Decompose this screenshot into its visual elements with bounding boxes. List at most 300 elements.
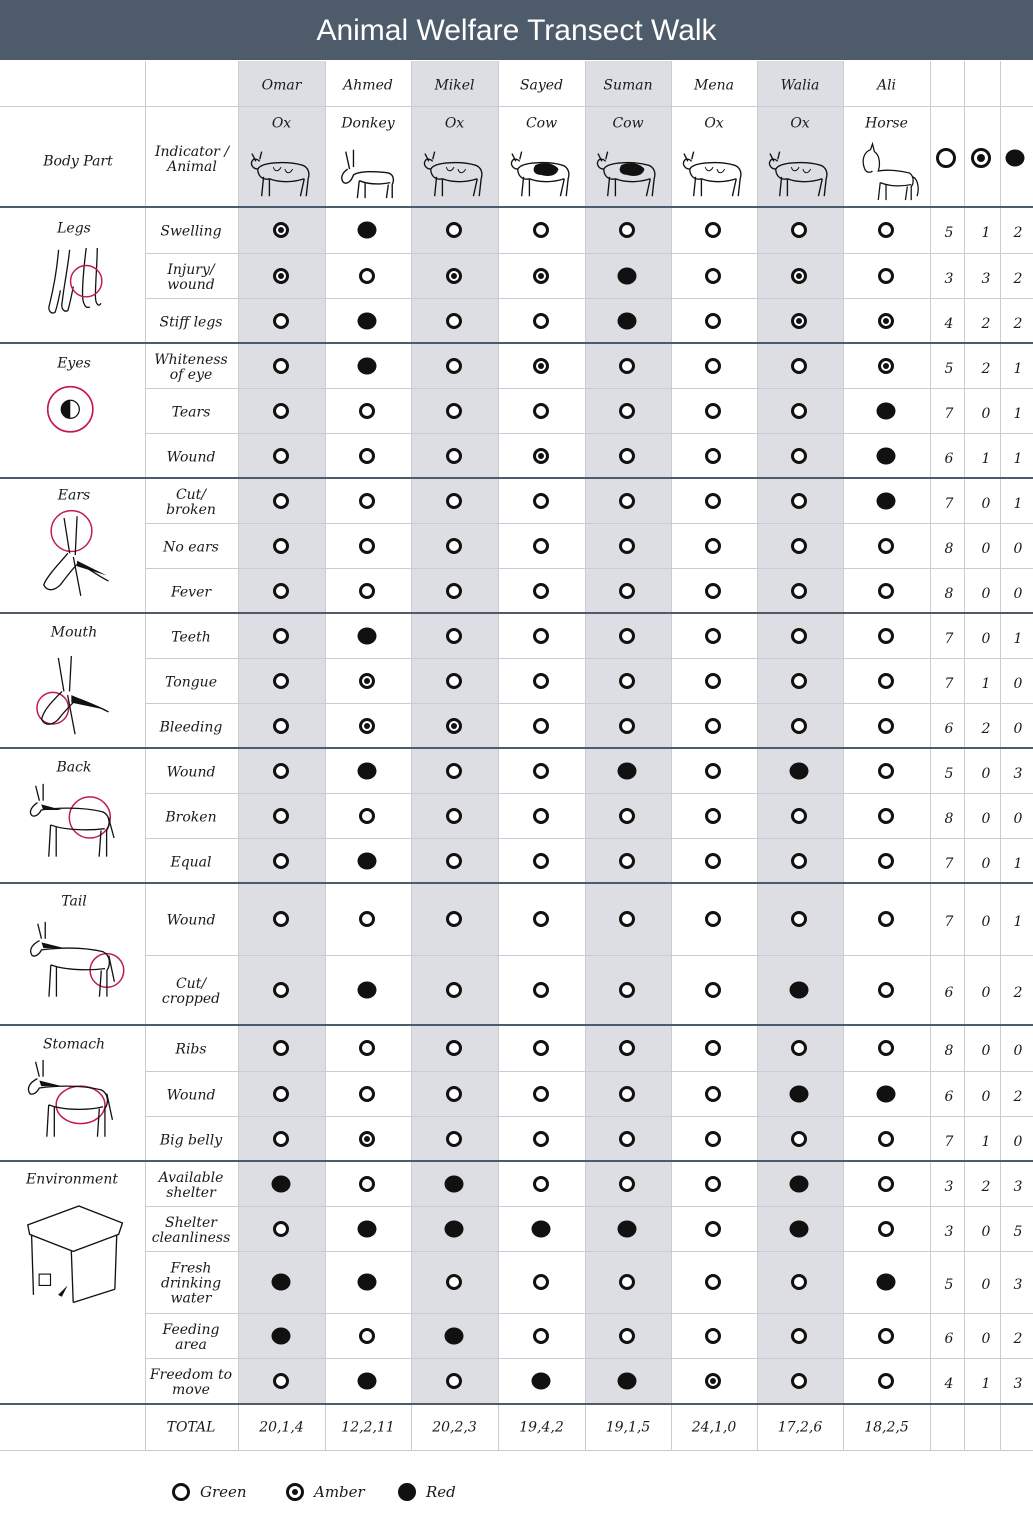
total-divider xyxy=(0,1403,1033,1405)
red-rating-icon xyxy=(876,447,895,464)
green-rating-icon xyxy=(273,358,289,374)
count-amber: 2 xyxy=(981,360,991,377)
green-rating-icon xyxy=(791,1131,807,1147)
red-rating-icon xyxy=(876,402,895,419)
count-amber: 0 xyxy=(981,1330,991,1347)
total-value: 12,2,11 xyxy=(341,1419,395,1436)
green-rating-icon xyxy=(705,448,721,464)
count-red: 0 xyxy=(1013,810,1023,827)
green-rating-icon xyxy=(273,493,289,509)
red-rating-icon xyxy=(358,627,377,644)
green-rating-icon xyxy=(619,808,635,824)
count-green: 7 xyxy=(944,914,954,930)
red-rating-icon xyxy=(358,357,377,374)
count-amber: 2 xyxy=(981,315,991,332)
row-divider xyxy=(145,1206,1033,1207)
green-rating-icon xyxy=(791,538,807,554)
column-divider xyxy=(671,61,672,1450)
farmer-name: Walia xyxy=(780,77,820,94)
green-rating-icon xyxy=(791,448,807,464)
red-rating-icon xyxy=(271,1327,290,1344)
donkey-mouth-icon xyxy=(36,654,116,740)
count-green: 4 xyxy=(944,315,954,332)
row-divider xyxy=(145,1251,1033,1252)
amber-rating-icon xyxy=(878,358,894,374)
green-rating-icon xyxy=(446,448,462,464)
red-rating-icon xyxy=(790,982,809,999)
count-green: 7 xyxy=(944,405,954,422)
animal-type: Cow xyxy=(525,115,558,132)
count-red: 3 xyxy=(1013,765,1023,782)
row-divider xyxy=(145,253,1033,254)
green-rating-icon xyxy=(705,1328,721,1344)
count-red: 1 xyxy=(1013,405,1023,422)
red-rating-icon xyxy=(876,492,895,509)
group-divider xyxy=(0,1024,1033,1026)
green-rating-icon xyxy=(359,538,375,554)
farmer-name: Ali xyxy=(876,77,897,94)
green-rating-icon xyxy=(878,628,894,644)
green-rating-icon xyxy=(619,448,635,464)
green-rating-icon xyxy=(273,628,289,644)
green-rating-icon xyxy=(273,1086,289,1102)
animal-type: Ox xyxy=(790,115,810,132)
amber-rating-icon xyxy=(446,268,462,284)
row-divider xyxy=(145,523,1033,524)
green-rating-icon xyxy=(359,1328,375,1344)
count-amber: 0 xyxy=(981,405,991,422)
green-rating-icon xyxy=(446,982,462,998)
ox-icon xyxy=(768,140,832,202)
column-divider xyxy=(411,61,412,1450)
green-rating-icon xyxy=(533,853,549,869)
amber-rating-icon xyxy=(971,148,991,168)
green-rating-icon xyxy=(619,982,635,998)
green-rating-icon xyxy=(533,493,549,509)
indicator-label: Available shelter xyxy=(158,1169,224,1201)
count-amber: 2 xyxy=(981,720,991,737)
green-rating-icon xyxy=(533,1040,549,1056)
count-green: 5 xyxy=(944,1277,954,1293)
green-rating-icon xyxy=(533,911,549,927)
indicator-label: Fever xyxy=(170,584,212,600)
indicator-label: No ears xyxy=(163,539,219,555)
green-rating-icon xyxy=(878,853,894,869)
amber-rating-icon xyxy=(359,673,375,689)
green-rating-icon xyxy=(359,911,375,927)
green-rating-icon xyxy=(533,313,549,329)
green-rating-icon xyxy=(446,538,462,554)
animal-type: Ox xyxy=(271,115,292,132)
row-divider xyxy=(145,298,1033,299)
green-rating-icon xyxy=(359,268,375,284)
farmer-name: Mikel xyxy=(434,77,475,94)
green-rating-icon xyxy=(705,911,721,927)
green-rating-icon xyxy=(446,1131,462,1147)
amber-rating-icon xyxy=(286,1483,304,1501)
green-rating-icon xyxy=(705,853,721,869)
count-green: 5 xyxy=(944,225,954,241)
green-rating-icon xyxy=(878,583,894,599)
indicator-label: Whiteness of eye xyxy=(154,351,228,383)
green-rating-icon xyxy=(791,911,807,927)
animal-type: Cow xyxy=(612,115,644,132)
green-rating-icon xyxy=(791,403,807,419)
green-rating-icon xyxy=(446,1373,462,1389)
indicator-label: Tears xyxy=(171,404,211,420)
count-amber: 1 xyxy=(981,675,991,692)
total-value: 20,2,3 xyxy=(432,1419,477,1436)
donkey-tail-icon xyxy=(22,920,132,1006)
count-amber: 2 xyxy=(981,1178,991,1195)
green-rating-icon xyxy=(705,1086,721,1102)
green-rating-icon xyxy=(533,808,549,824)
animal-type: Horse xyxy=(865,115,908,132)
green-rating-icon xyxy=(619,911,635,927)
green-rating-icon xyxy=(446,493,462,509)
count-amber: 0 xyxy=(981,585,991,602)
count-green: 8 xyxy=(944,540,954,557)
amber-rating-icon xyxy=(359,1131,375,1147)
amber-rating-icon xyxy=(533,358,549,374)
green-rating-icon xyxy=(878,268,894,284)
green-rating-icon xyxy=(619,493,635,509)
indicator-label: Equal xyxy=(170,854,212,870)
donkey-ears-icon xyxy=(40,508,116,606)
green-rating-icon xyxy=(936,148,956,168)
ox-icon xyxy=(682,140,746,202)
count-amber: 0 xyxy=(981,855,991,872)
legend-item-green xyxy=(172,1480,247,1504)
green-rating-icon xyxy=(878,1328,894,1344)
green-rating-icon xyxy=(273,538,289,554)
green-rating-icon xyxy=(273,1373,289,1389)
count-red: 1 xyxy=(1013,360,1023,377)
count-green: 4 xyxy=(944,1376,954,1392)
green-rating-icon xyxy=(446,1040,462,1056)
indicator-label: Injury/ wound xyxy=(167,261,215,293)
green-rating-icon xyxy=(446,313,462,329)
green-rating-icon xyxy=(878,808,894,824)
green-rating-icon xyxy=(791,808,807,824)
count-red: 0 xyxy=(1013,1043,1023,1059)
count-green: 6 xyxy=(944,985,954,1001)
green-rating-icon xyxy=(359,1176,375,1192)
green-rating-icon xyxy=(705,538,721,554)
green-rating-icon xyxy=(705,673,721,689)
donkey-icon xyxy=(336,140,400,202)
row-divider xyxy=(145,793,1033,794)
green-rating-icon xyxy=(273,1131,289,1147)
indicator-label: Cut/ broken xyxy=(166,486,216,518)
row-divider xyxy=(145,1358,1033,1359)
red-rating-icon xyxy=(358,982,377,999)
count-red: 2 xyxy=(1013,985,1023,1001)
green-rating-icon xyxy=(619,628,635,644)
group-title-eyes: Eyes xyxy=(57,355,91,372)
count-red: 1 xyxy=(1013,630,1023,647)
legend-item-amber xyxy=(286,1480,365,1504)
green-rating-icon xyxy=(705,313,721,329)
count-red: 0 xyxy=(1013,720,1023,737)
green-rating-icon xyxy=(619,673,635,689)
green-rating-icon xyxy=(273,313,289,329)
green-rating-icon xyxy=(791,1040,807,1056)
green-rating-icon xyxy=(705,403,721,419)
green-rating-icon xyxy=(878,222,894,238)
red-rating-icon xyxy=(358,1274,377,1291)
count-green: 6 xyxy=(944,450,954,467)
red-rating-icon xyxy=(1006,150,1025,167)
legend-label: Red xyxy=(426,1483,456,1501)
green-rating-icon xyxy=(533,763,549,779)
green-rating-icon xyxy=(446,1274,462,1290)
green-rating-icon xyxy=(878,1221,894,1237)
amber-rating-icon xyxy=(533,448,549,464)
green-rating-icon xyxy=(619,1040,635,1056)
green-rating-icon xyxy=(446,628,462,644)
red-rating-icon xyxy=(358,222,377,239)
amber-rating-icon xyxy=(273,268,289,284)
amber-rating-icon xyxy=(273,222,289,238)
count-red: 2 xyxy=(1013,270,1023,287)
green-rating-icon xyxy=(359,808,375,824)
column-divider xyxy=(585,61,586,1450)
green-rating-icon xyxy=(705,982,721,998)
group-title-back: Back xyxy=(56,759,92,776)
ox-icon xyxy=(250,140,314,202)
green-rating-icon xyxy=(705,1176,721,1192)
red-rating-icon xyxy=(790,762,809,779)
green-rating-icon xyxy=(359,403,375,419)
green-rating-icon xyxy=(878,982,894,998)
donkey-back-icon xyxy=(24,782,122,866)
green-rating-icon xyxy=(791,853,807,869)
count-amber: 0 xyxy=(981,495,991,512)
row-divider xyxy=(145,658,1033,659)
green-rating-icon xyxy=(619,1274,635,1290)
green-rating-icon xyxy=(273,763,289,779)
amber-rating-icon xyxy=(878,313,894,329)
green-rating-icon xyxy=(533,403,549,419)
count-amber: 1 xyxy=(981,1376,991,1392)
amber-rating-icon xyxy=(791,268,807,284)
green-rating-icon xyxy=(619,718,635,734)
amber-rating-icon xyxy=(533,268,549,284)
green-rating-icon xyxy=(273,911,289,927)
row-divider xyxy=(145,388,1033,389)
count-red: 2 xyxy=(1013,315,1023,332)
green-rating-icon xyxy=(878,1040,894,1056)
green-rating-icon xyxy=(273,982,289,998)
green-rating-icon xyxy=(533,982,549,998)
indicator-label: Fresh drinking water xyxy=(160,1260,222,1307)
indicator-header: Indicator / Animal xyxy=(154,144,230,175)
green-rating-icon xyxy=(705,1274,721,1290)
indicator-label: Feeding area xyxy=(162,1321,220,1353)
green-rating-icon xyxy=(705,358,721,374)
indicator-label: Bleeding xyxy=(159,719,223,735)
red-rating-icon xyxy=(790,1220,809,1237)
green-rating-icon xyxy=(619,222,635,238)
count-red: 2 xyxy=(1013,1330,1023,1347)
green-rating-icon xyxy=(273,718,289,734)
green-rating-icon xyxy=(705,1131,721,1147)
green-rating-icon xyxy=(359,583,375,599)
row-divider xyxy=(145,433,1033,434)
red-rating-icon xyxy=(618,762,637,779)
green-rating-icon xyxy=(705,1221,721,1237)
column-divider xyxy=(843,61,844,1450)
green-rating-icon xyxy=(273,673,289,689)
green-rating-icon xyxy=(533,1086,549,1102)
count-green: 8 xyxy=(944,810,954,827)
group-title-tail: Tail xyxy=(61,893,87,910)
amber-rating-icon xyxy=(705,1373,721,1389)
count-red: 1 xyxy=(1013,914,1023,930)
green-rating-icon xyxy=(705,1040,721,1056)
red-rating-icon xyxy=(531,1373,550,1390)
green-rating-icon xyxy=(359,1040,375,1056)
green-rating-icon xyxy=(533,1274,549,1290)
green-rating-icon xyxy=(878,673,894,689)
green-rating-icon xyxy=(791,1373,807,1389)
red-rating-icon xyxy=(271,1175,290,1192)
count-red: 0 xyxy=(1013,1133,1023,1150)
table-bottom xyxy=(0,1450,1033,1451)
row-divider xyxy=(145,1071,1033,1072)
green-rating-icon xyxy=(791,628,807,644)
green-rating-icon xyxy=(705,718,721,734)
row-divider xyxy=(0,106,1033,107)
indicator-label: Stiff legs xyxy=(159,314,223,330)
group-title-environment: Environment xyxy=(26,1171,118,1188)
count-red: 5 xyxy=(1013,1223,1023,1240)
green-rating-icon xyxy=(273,853,289,869)
green-rating-icon xyxy=(791,718,807,734)
green-rating-icon xyxy=(791,222,807,238)
green-rating-icon xyxy=(446,853,462,869)
red-rating-icon xyxy=(358,762,377,779)
cow-icon xyxy=(596,140,660,202)
farmer-name: Ahmed xyxy=(343,77,393,94)
legend-label: Amber xyxy=(314,1483,365,1501)
total-value: 24,1,0 xyxy=(691,1419,737,1436)
red-rating-icon xyxy=(444,1175,463,1192)
animal-type: Ox xyxy=(704,115,724,132)
row-divider xyxy=(145,838,1033,839)
count-red: 0 xyxy=(1013,540,1023,557)
indicator-label: Shelter cleanliness xyxy=(151,1214,231,1246)
farmer-name: Sayed xyxy=(519,77,564,94)
count-amber: 1 xyxy=(981,450,991,467)
red-rating-icon xyxy=(444,1220,463,1237)
green-rating-icon xyxy=(705,583,721,599)
row-divider xyxy=(145,955,1033,956)
green-rating-icon xyxy=(791,358,807,374)
count-red: 3 xyxy=(1013,1178,1023,1195)
red-rating-icon xyxy=(531,1220,550,1237)
column-divider xyxy=(757,61,758,1450)
group-divider xyxy=(0,882,1033,884)
green-rating-icon xyxy=(533,1131,549,1147)
amber-rating-icon xyxy=(359,718,375,734)
group-divider xyxy=(0,1160,1033,1162)
red-rating-icon xyxy=(358,1220,377,1237)
red-rating-icon xyxy=(271,1274,290,1291)
indicator-label: Wound xyxy=(166,764,216,780)
green-rating-icon xyxy=(791,673,807,689)
green-rating-icon xyxy=(705,763,721,779)
cow-icon xyxy=(510,140,574,202)
count-red: 3 xyxy=(1013,1277,1023,1293)
eye-icon xyxy=(44,384,102,440)
column-divider xyxy=(238,61,239,1450)
green-rating-icon xyxy=(273,1040,289,1056)
green-rating-icon xyxy=(446,403,462,419)
green-rating-icon xyxy=(533,1328,549,1344)
row-divider xyxy=(145,703,1033,704)
green-rating-icon xyxy=(619,853,635,869)
count-amber: 0 xyxy=(981,630,991,647)
count-amber: 3 xyxy=(981,270,991,287)
column-divider xyxy=(964,61,965,1450)
red-rating-icon xyxy=(876,1085,895,1102)
count-green: 5 xyxy=(944,765,954,782)
green-rating-icon xyxy=(533,1176,549,1192)
green-rating-icon xyxy=(878,1131,894,1147)
count-amber: 0 xyxy=(981,985,991,1001)
green-rating-icon xyxy=(533,673,549,689)
count-amber: 0 xyxy=(981,540,991,557)
red-rating-icon xyxy=(618,1373,637,1390)
indicator-label: Wound xyxy=(166,449,216,465)
page-title: Animal Welfare Transect Walk xyxy=(0,0,1033,60)
green-rating-icon xyxy=(172,1483,190,1501)
red-rating-icon xyxy=(358,1373,377,1390)
green-rating-icon xyxy=(619,1131,635,1147)
green-rating-icon xyxy=(359,1086,375,1102)
donkey-stomach-icon xyxy=(22,1058,126,1148)
green-rating-icon xyxy=(273,808,289,824)
green-rating-icon xyxy=(705,268,721,284)
green-rating-icon xyxy=(878,538,894,554)
green-rating-icon xyxy=(878,718,894,734)
green-rating-icon xyxy=(619,583,635,599)
green-rating-icon xyxy=(446,1086,462,1102)
row-divider xyxy=(145,1313,1033,1314)
indicator-label: Wound xyxy=(166,1087,216,1103)
column-divider xyxy=(325,61,326,1450)
red-rating-icon xyxy=(398,1483,416,1501)
indicator-label: Cut/ cropped xyxy=(161,976,221,1007)
green-rating-icon xyxy=(791,1274,807,1290)
row-divider xyxy=(145,568,1033,569)
animal-type: Ox xyxy=(444,115,465,132)
body-part-header: Body Part xyxy=(43,153,113,170)
green-rating-icon xyxy=(273,403,289,419)
green-rating-icon xyxy=(533,222,549,238)
count-red: 0 xyxy=(1013,585,1023,602)
count-amber: 0 xyxy=(981,1277,991,1293)
count-red: 1 xyxy=(1013,495,1023,512)
count-amber: 0 xyxy=(981,1223,991,1240)
group-title-mouth: Mouth xyxy=(50,624,98,641)
total-value: 20,1,4 xyxy=(259,1419,304,1436)
red-rating-icon xyxy=(618,1220,637,1237)
count-green: 8 xyxy=(944,585,954,602)
column-divider xyxy=(930,61,931,1450)
